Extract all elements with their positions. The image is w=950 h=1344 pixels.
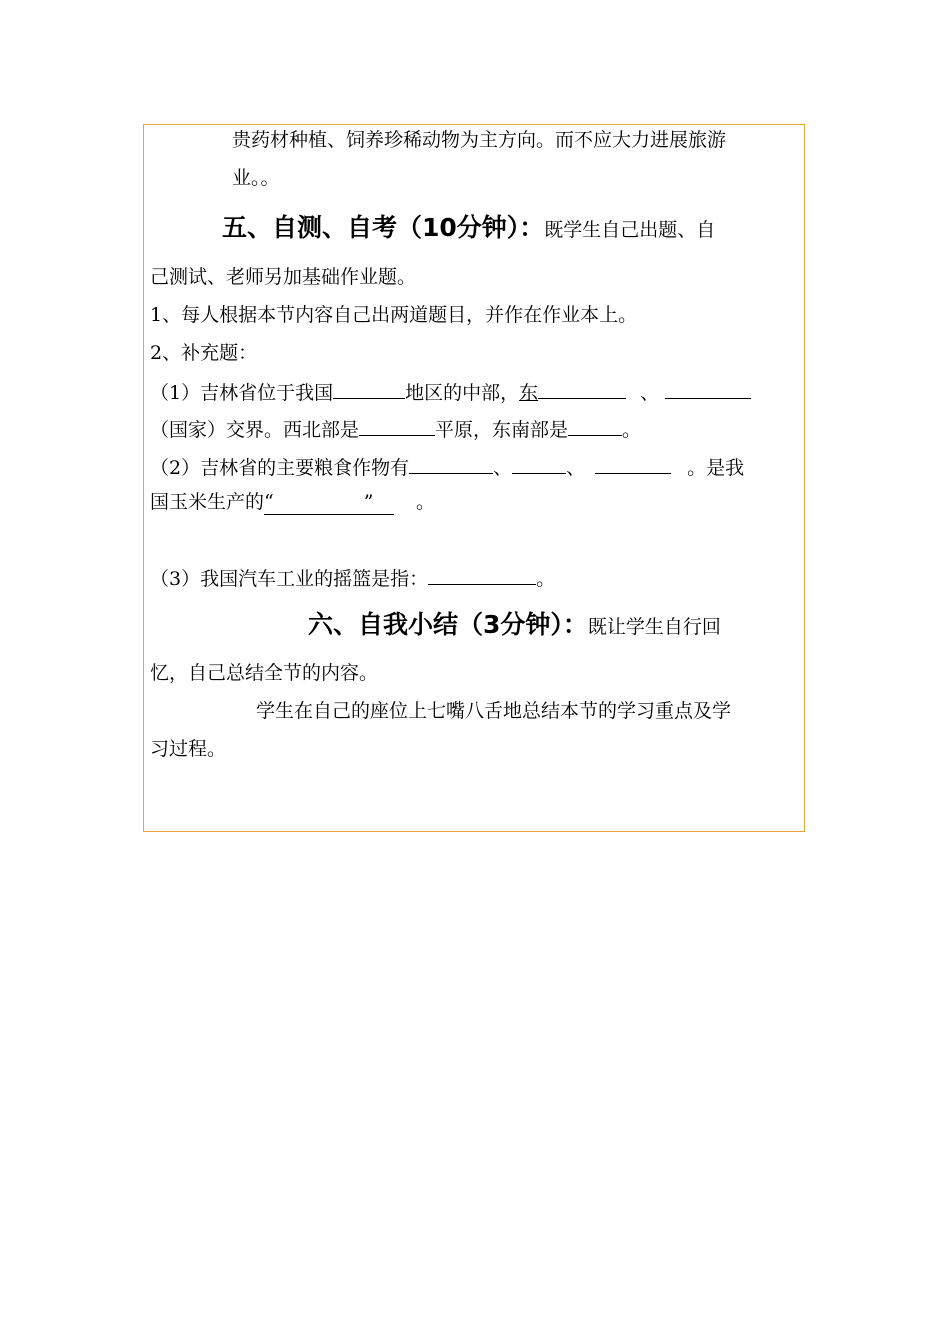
- answer-text: 东: [519, 382, 539, 404]
- text-segment: （3）我国汽车工业的摇篮是指：: [150, 568, 429, 590]
- text-segment: （国家）交界。西北部是: [150, 419, 360, 441]
- fill-blank[interactable]: [568, 415, 622, 436]
- text-segment: 、: [493, 457, 513, 479]
- quote-close: ”: [363, 491, 374, 513]
- text-segment: （1）吉林省位于我国: [150, 382, 334, 404]
- section5-heading-tail: 既学生自己出题、自: [544, 219, 716, 241]
- sub-question-2-line2: [150, 490, 435, 515]
- text-segment: （2）吉林省的主要粮食作物有: [150, 457, 410, 479]
- text-line: 习过程。: [150, 738, 227, 760]
- question-2: 2、补充题：: [150, 342, 258, 364]
- fill-blank[interactable]: [595, 453, 671, 474]
- sub-question-1-line1: [150, 378, 751, 405]
- quote-open: “: [264, 491, 274, 513]
- section5-heading: 五、自测、自考（10分钟）：: [222, 213, 545, 242]
- fill-blank[interactable]: [333, 378, 405, 399]
- fill-blank[interactable]: [428, 564, 536, 585]
- text-segment: 、: [566, 457, 586, 479]
- sub-question-3: [150, 564, 555, 591]
- section5-heading-line: [222, 213, 716, 242]
- fill-blank[interactable]: [359, 415, 435, 436]
- text-segment: 国玉米生产的: [150, 491, 265, 513]
- sub-question-1-line2: [150, 415, 641, 442]
- sub-question-2-line1: [150, 453, 744, 480]
- text-line: 业。。: [232, 167, 280, 189]
- section6-heading-line: [308, 610, 721, 639]
- text-segment: 。是我: [687, 457, 745, 479]
- fill-blank[interactable]: [665, 378, 751, 399]
- text-segment: 地区的中部，: [405, 382, 520, 404]
- fill-blank[interactable]: [264, 490, 394, 515]
- text-segment: 。: [622, 419, 642, 441]
- section6-heading: 六、自我小结（3分钟）：: [308, 610, 588, 639]
- question-1: 1、每人根据本节内容自己出两道题目，并作在作业本上。: [150, 304, 638, 326]
- fill-blank[interactable]: [538, 378, 626, 399]
- text-segment: 。: [536, 568, 556, 590]
- section6-heading-tail: 既让学生自行回: [587, 616, 721, 638]
- text-line: 贵药材种植、饲养珍稀动物为主方向。而不应大力进展旅游: [232, 129, 727, 151]
- text-segment: 。: [416, 491, 436, 513]
- fill-blank[interactable]: [512, 453, 566, 474]
- fill-blank[interactable]: [409, 453, 493, 474]
- text-segment: 平原，东南部是: [435, 419, 569, 441]
- text-line: 忆，自己总结全节的内容。: [150, 662, 379, 684]
- text-segment: 、: [640, 382, 660, 404]
- text-line: 己测试、老师另加基础作业题。: [150, 266, 417, 288]
- text-line: 学生在自己的座位上七嘴八舌地总结本节的学习重点及学: [256, 700, 732, 722]
